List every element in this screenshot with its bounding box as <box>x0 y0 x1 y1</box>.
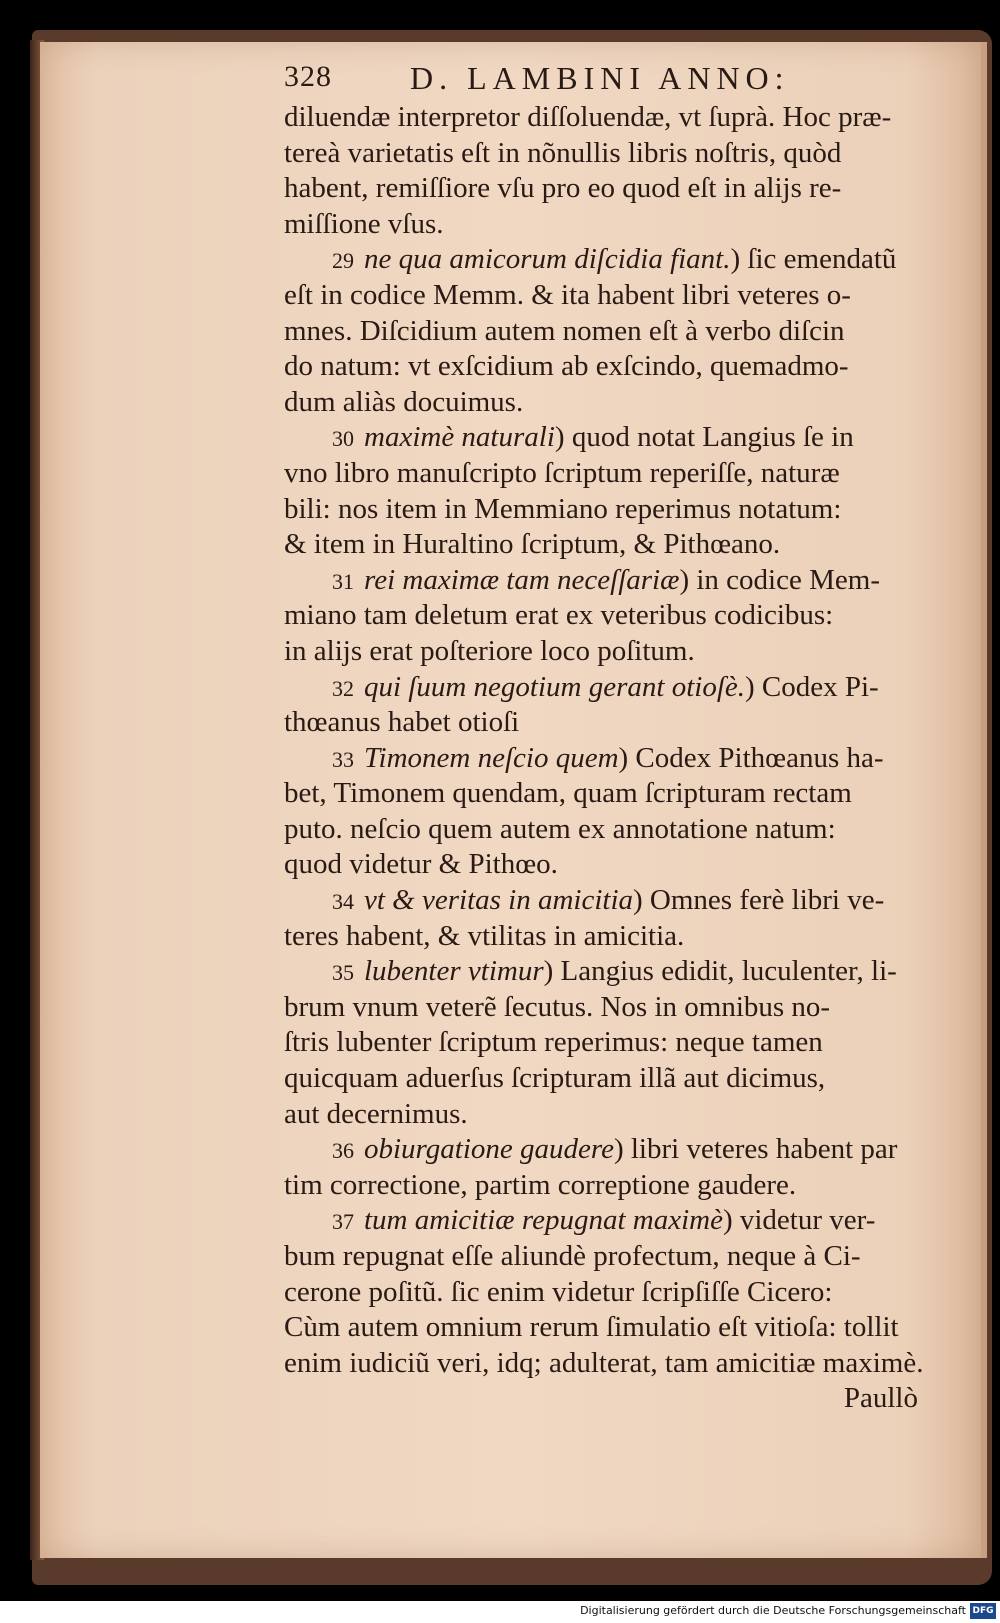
note-number: 32 <box>332 675 354 701</box>
note-lemma: obiurgatione gaudere <box>364 1133 614 1166</box>
note-lemma: rei maximæ tam neceſſariæ <box>364 563 680 596</box>
text-line <box>284 278 924 314</box>
text-line <box>284 741 924 777</box>
line-text: ) libri veteres habent par <box>613 1133 898 1166</box>
line-text: cerone poſitũ. ſic enim videtur ſcripſiſſe Cicero: <box>284 1275 833 1308</box>
line-text: brum vnum veterẽ ſecutus. Nos in omnibus no- <box>284 990 831 1023</box>
line-text: Cùm autem omnium rerum ſimulatio eſt vitioſa: tollit <box>284 1311 899 1344</box>
text-line <box>284 136 924 172</box>
text-line <box>284 171 924 207</box>
note-lemma: tum amicitiæ repugnat maximè <box>364 1204 723 1237</box>
note-number: 35 <box>332 960 354 986</box>
text-line <box>284 1310 924 1346</box>
line-text: do natum: vt exſcidium ab exſcindo, quemadmo- <box>284 350 849 383</box>
text-line <box>284 990 924 1026</box>
note-lemma: vt & veritas in amicitia <box>364 884 634 917</box>
text-line <box>284 1239 924 1275</box>
line-text: bum repugnat eſſe aliundè profectum, neque à Ci- <box>284 1240 861 1272</box>
text-line <box>284 207 924 243</box>
note-number: 36 <box>332 1138 354 1164</box>
text-line <box>284 1025 924 1061</box>
line-text: enim iudiciũ veri, idq; adulterat, tam amicitiæ maximè. <box>284 1346 924 1379</box>
digitization-footer <box>0 1601 1000 1623</box>
dfg-logo: DFG <box>970 1603 996 1619</box>
line-text: ) quod notat Langius ſe in <box>554 421 854 454</box>
text-line <box>284 1097 924 1133</box>
note-number: 33 <box>332 746 354 772</box>
text-line <box>284 670 924 706</box>
line-text: ) ſic emendatũ <box>730 243 897 276</box>
line-text: tim correctione, partim correptione gaudere. <box>284 1168 797 1201</box>
note-number: 29 <box>332 248 354 274</box>
line-text: aut decernimus. <box>284 1097 468 1130</box>
line-text: mnes. Diſcidium autem nomen eſt à verbo diſcin <box>284 314 845 347</box>
text-line <box>284 919 924 955</box>
line-text: ) Codex Pi- <box>745 670 879 703</box>
line-text: & item in Huraltino ſcriptum, & Pithœano. <box>284 528 781 561</box>
text-line <box>284 456 924 492</box>
line-text: dum aliàs docuimus. <box>284 385 524 418</box>
note-lemma: lubenter vtimur <box>364 955 544 988</box>
text-line <box>284 349 924 385</box>
note-number: 31 <box>332 568 354 594</box>
line-text: eſt in codice Memm. & ita habent libri veteres o- <box>284 278 851 311</box>
line-text: habent, remiſſiore vſu pro eo quod eſt in alijs re- <box>284 172 842 205</box>
note-number: 34 <box>332 889 354 915</box>
text-line <box>284 1168 924 1204</box>
text-line <box>284 598 924 634</box>
text-line <box>284 1203 924 1239</box>
note-lemma: qui ſuum negotium gerant otioſè. <box>364 670 745 703</box>
line-text: diluendæ interpretor diſſoluendæ, vt ſuprà. Hoc præ- <box>284 101 892 133</box>
line-text: in alijs erat poſteriore loco poſitum. <box>284 634 695 667</box>
line-text: thœanus habet otioſi <box>284 706 520 739</box>
note-lemma: Timonem neſcio quem <box>364 741 619 774</box>
text-line <box>284 883 924 919</box>
text-line <box>284 420 924 456</box>
text-line <box>284 812 924 848</box>
text-line <box>284 492 924 528</box>
line-text: teres habent, & vtilitas in amicitia. <box>284 919 685 952</box>
line-text: ) Langius edidit, luculenter, li- <box>543 955 897 988</box>
text-line <box>284 954 924 990</box>
text-line <box>284 705 924 741</box>
line-text: bet, Timonem quendam, quam ſcripturam rectam <box>284 777 852 810</box>
line-text: tereà varietatis eſt in nõnullis libris noſtris, quòd <box>284 136 842 169</box>
text-line <box>284 314 924 350</box>
note-lemma: maximè naturali <box>364 421 555 454</box>
page-number: 328 <box>284 60 332 93</box>
line-text: bili: nos item in Memmiano reperimus notatum: <box>284 492 842 525</box>
text-line <box>284 634 924 670</box>
line-text: quicquam aduerſus ſcripturam illã aut dicimus, <box>284 1062 826 1095</box>
catchword: Paullò <box>843 1382 918 1415</box>
line-text: ) in codice Mem- <box>679 563 880 596</box>
text-line <box>284 1346 924 1382</box>
line-text: ſtris lubenter ſcriptum reperimus: neque tamen <box>284 1026 823 1059</box>
line-text: quod videtur & Pithœo. <box>284 848 558 881</box>
line-text: ) Codex Pithœanus ha- <box>618 741 884 774</box>
text-line <box>284 1061 924 1097</box>
running-head: D. LAMBINI ANNO: <box>410 60 790 96</box>
commentary-text <box>284 100 924 1417</box>
text-line <box>284 527 924 563</box>
note-number: 30 <box>332 426 354 452</box>
line-text: miſſione vſus. <box>284 207 444 240</box>
text-line <box>284 847 924 883</box>
line-text: puto. neſcio quem autem ex annotatione natum: <box>284 812 836 845</box>
line-text: miano tam deletum erat ex veteribus codicibus: <box>284 599 834 632</box>
line-text: vno libro manuſcripto ſcriptum reperiſſe, naturæ <box>284 456 840 489</box>
text-line <box>284 563 924 599</box>
line-text: ) videtur ver- <box>722 1204 876 1237</box>
text-line <box>284 100 924 136</box>
text-line <box>284 776 924 812</box>
note-lemma: ne qua amicorum diſcidia fiant. <box>364 243 731 276</box>
text-line <box>284 242 924 278</box>
text-line <box>284 1275 924 1311</box>
text-line <box>284 1132 924 1168</box>
line-text: ) Omnes ferè libri ve- <box>633 884 885 917</box>
text-line <box>284 385 924 421</box>
footer-credit: Digitalisierung gefördert durch die Deutsche Forschungsgemeinschaft <box>580 1604 966 1617</box>
note-number: 37 <box>332 1209 354 1235</box>
